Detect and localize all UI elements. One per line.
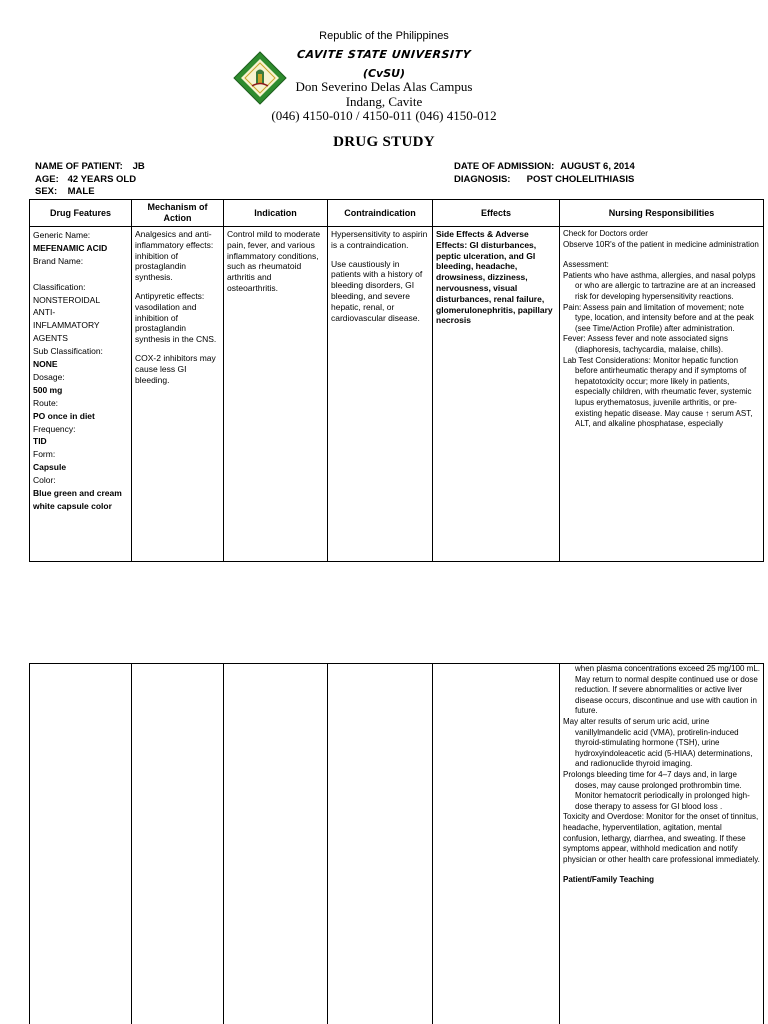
subclass-label: Sub Classification: bbox=[33, 346, 103, 357]
generic-label: Generic Name: bbox=[33, 230, 91, 240]
column-header: Effects bbox=[433, 200, 560, 227]
generic-name: MEFENAMIC ACID bbox=[33, 242, 108, 253]
patient-age: 42 YEARS OLD bbox=[67, 173, 137, 185]
classification-line: NONSTEROIDAL bbox=[33, 294, 101, 305]
campus-town: Indang, Cavite bbox=[345, 94, 423, 109]
nursing-item: Lab Test Considerations: Monitor hepatic function before antirheumatic therapy and if symptoms of hepatotoxicity occur; more likely in patients, especially children, with rheumatic fever, systemic lupus erythematosus, juvenile arthritis, or pre-existing hepatic disease. May cause ↑ serum AST, ALT, and alkaline phosphatase, especially bbox=[563, 355, 753, 429]
nursing-item: Fever: Assess fever and note associated signs (diaphoresis, tachycardia, malaise, chills). bbox=[563, 334, 728, 354]
drug-features-cell bbox=[30, 664, 132, 1024]
mechanism-cell bbox=[132, 664, 224, 1024]
nursing-item: Pain: Assess pain and limitation of movement; note type, location, and intensity before and at the peak (see Time/Action Profile) after administration. bbox=[563, 302, 754, 333]
drug-study-table bbox=[29, 199, 764, 562]
column-header: Contraindication bbox=[328, 200, 433, 227]
mechanism-cell bbox=[132, 227, 224, 562]
classification-label: Classification: bbox=[33, 281, 86, 292]
route-value: PO once in diet bbox=[33, 410, 95, 421]
classification-line: AGENTS bbox=[33, 333, 68, 344]
mechanism-paragraph: COX-2 inhibitors may cause less GI bleeding. bbox=[135, 352, 216, 385]
effects-text: Side Effects & Adverse Effects: GI disturbances, peptic ulceration, and GI bleeding, headache, drowsiness, dizziness, nervousness, visual disturbances, renal failure, glomerulonephritis, papillary necrosis bbox=[436, 229, 553, 326]
table-header-row bbox=[30, 200, 764, 227]
brand-label: Brand Name: bbox=[33, 255, 84, 266]
drug-features-cell bbox=[30, 227, 132, 562]
nursing-cell bbox=[560, 227, 764, 562]
contraindication-paragraph: Use caustiously in patients with a history of bleeding disorders, GI bleeding, and severe hepatic, renal, or cardiovascular disease. bbox=[331, 258, 423, 323]
nursing-item: Assessment: bbox=[563, 260, 609, 270]
nursing-item: Observe 10R's of the patient in medicine administration bbox=[563, 239, 759, 249]
indication-text: Control mild to moderate pain, fever, and various inflammatory conditions, such as rheumatoid arthritis and osteoarthritis. bbox=[227, 229, 321, 293]
admission-label: DATE OF ADMISSION: bbox=[454, 161, 555, 172]
patient-name-label: NAME OF PATIENT: bbox=[35, 161, 123, 172]
patient-info-right bbox=[454, 161, 635, 186]
nursing-item: Check for Doctors order bbox=[563, 229, 648, 238]
indication-cell bbox=[224, 227, 328, 562]
university-logo-icon bbox=[232, 50, 288, 106]
republic-text: Republic of the Philippines bbox=[319, 30, 449, 42]
column-header: Nursing Responsibilities bbox=[560, 200, 764, 227]
nursing-cell bbox=[560, 664, 764, 1024]
university-abbrev: (CvSU) bbox=[362, 67, 406, 80]
age-label: AGE: bbox=[35, 173, 59, 185]
color-label: Color: bbox=[33, 475, 56, 486]
contraindication-paragraph: Hypersensitivity to aspirin is a contraindication. bbox=[331, 229, 428, 250]
table-row bbox=[30, 227, 764, 562]
dosage-label: Dosage: bbox=[33, 371, 65, 382]
campus-name: Don Severino Delas Alas Campus bbox=[295, 79, 473, 94]
effects-cell bbox=[433, 227, 560, 562]
frequency-value: TID bbox=[33, 436, 47, 447]
nursing-item: Patient/Family Teaching bbox=[563, 875, 654, 885]
drug-study-table-continued bbox=[29, 663, 764, 1024]
frequency-label: Frequency: bbox=[33, 423, 76, 434]
column-header: Drug Features bbox=[30, 200, 132, 227]
sex-label: SEX: bbox=[35, 186, 58, 197]
nursing-item: Toxicity and Overdose: Monitor for the onset of tinnitus, headache, hyperventilation, agitation, mental confusion, lethargy, diarrhea, and sweating. If these symptoms appear, withhold medication and notify physician or other health care professional immediately. bbox=[563, 812, 760, 864]
patient-name: JB bbox=[132, 161, 145, 172]
diagnosis: POST CHOLELITHIASIS bbox=[526, 173, 635, 185]
nursing-item: when plasma concentrations exceed 25 mg/100 mL. May return to normal despite continued use or dose reduction. If severe abnormalities or active liver disease occurs, discontinue and use with caution in future. bbox=[575, 664, 760, 716]
document-title: DRUG STUDY bbox=[333, 134, 435, 150]
classification-line: ANTI- bbox=[33, 307, 56, 318]
contraindication-cell bbox=[328, 227, 433, 562]
column-header: Mechanism of Action bbox=[132, 200, 224, 227]
route-label: Route: bbox=[33, 397, 59, 408]
classification-line: INFLAMMATORY bbox=[33, 320, 100, 331]
table-row bbox=[30, 664, 764, 1024]
form-label: Form: bbox=[33, 449, 56, 460]
admission-date: AUGUST 6, 2014 bbox=[560, 161, 635, 172]
mechanism-paragraph: Antipyretic effects: vasodilation and inhibition of prostaglandin synthesis in the CNS. bbox=[135, 290, 217, 345]
patient-info-left bbox=[35, 161, 145, 199]
patient-sex: MALE bbox=[67, 186, 95, 197]
diagnosis-label: DIAGNOSIS: bbox=[454, 173, 511, 185]
phone-numbers: (046) 4150-010 / 4150-011 (046) 4150-012 bbox=[271, 108, 497, 123]
nursing-item: Prolongs bleeding time for 4–7 days and, in large doses, may cause prolonged prothrombin time. Monitor hematocrit periodically in prolonged high-dose therapy to assess for GI blood loss . bbox=[563, 769, 750, 811]
mechanism-paragraph: Analgesics and anti-inflammatory effects: inhibition of prostaglandin synthesis. bbox=[135, 229, 214, 283]
color-value: Blue green and cream white capsule color bbox=[33, 488, 122, 512]
nursing-item: Patients who have asthma, allergies, and nasal polyps or who are allergic to tartrazine are at an increased risk for developing hypersensitivity reactions. bbox=[563, 270, 756, 301]
indication-cell bbox=[224, 664, 328, 1024]
dosage-value: 500 mg bbox=[33, 384, 63, 395]
nursing-item: May alter results of serum uric acid, urine vanillylmandelic acid (VMA), protirelin-induced thyroid-stimulating hormone (TSH), urine hydroxyindoleacetic acid (5-HIAA) determinations, and radionuclide thyroid imaging. bbox=[563, 716, 753, 769]
effects-cell bbox=[433, 664, 560, 1024]
contraindication-cell bbox=[328, 664, 433, 1024]
form-value: Capsule bbox=[33, 462, 67, 473]
subclass-value: NONE bbox=[33, 359, 58, 370]
university-name: CAVITE STATE UNIVERSITY bbox=[296, 48, 472, 61]
column-header: Indication bbox=[224, 200, 328, 227]
